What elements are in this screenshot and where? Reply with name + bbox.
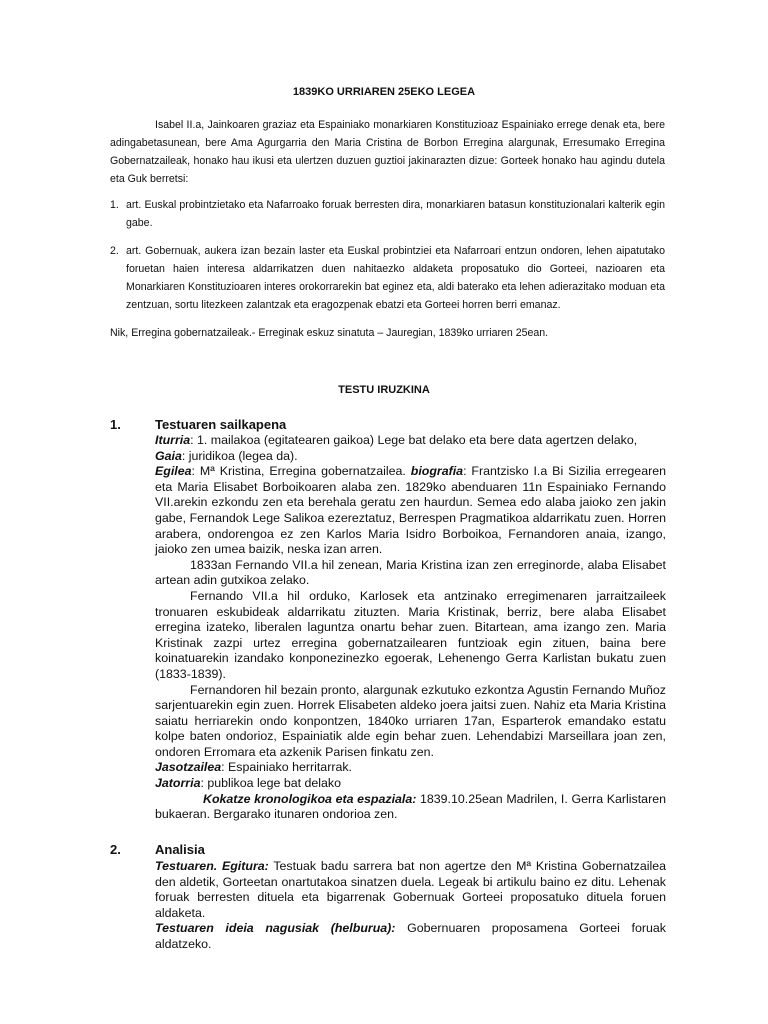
biografia-text: : Frantzisko I.a Bi Sizilia erregearen eta Maria Elisabet Borboikoaren alaba zen. 1829ko abenduaren 11n Espainiako Fernando VII.arekin ezkondu zen eta berehala geratu zen haurdun. Semea edo alaba jaioko zen jakin gabe, Fernandok Lege Salikoa ezereztatuz, Berrespen Pragmatikoa aldarrikatu zuen. Horren arabera, ondorengoa ez zen Karlos Maria Isidro Borboikoa, Fernandoren anaia, izango, jaioko zen umea baizik, neska izan arren.	[155, 464, 666, 557]
ideia-label: Testuaren ideia nagusiak (helburua):	[155, 921, 396, 936]
law-intro: Isabel II.a, Jainkoaren graziaz eta Espainiako monarkiaren Konstituzioaz Espainiako errege denak eta, bere adingabetasunean, bere Ama Agurgarria den Maria Cristina de Borbon Erregina alargunak, Erresumako Erregina Gobernatzaileak, honako hau ikusi eta ulertzen duzuen guztioi jakinarazten dizue: Gorteek honako hau agindu dutela eta Guk berretsi:	[110, 119, 665, 185]
article-2	[110, 242, 665, 314]
article-1-number: 1.	[110, 199, 119, 211]
egitura-label: Testuaren. Egitura:	[155, 859, 269, 873]
iturria-line	[155, 433, 666, 449]
article-1-text: art. Euskal probintzietako eta Nafarroako foruak berresten dira, monarkiaren batasun konstituzionalari kalterik egin gabe.	[126, 199, 665, 229]
commentary-title: TESTU IRUZKINA	[338, 384, 430, 396]
jasotzailea-text: : Espainiako herritarrak.	[221, 760, 352, 775]
ideia-text: Gobernuaren proposamena Gorteei foruak aldatzeko.	[155, 921, 666, 951]
jatorria-label: Jatorria	[155, 776, 201, 791]
jasotzailea-label: Jasotzailea	[155, 760, 222, 775]
paragraph-2: 1833an Fernando VII.a hil zenean, Maria Kristina izan zen erreginorde, alaba Elisabet artean adin gutxikoa zelako.	[155, 557, 666, 588]
egilea-label: Egilea	[155, 464, 192, 479]
section-1-number: 1.	[110, 417, 121, 432]
section-2-heading: Analisia	[155, 842, 205, 857]
ideia-line	[155, 921, 666, 952]
jatorria-line	[155, 776, 666, 792]
gaia-line	[155, 449, 666, 465]
jasotzailea-line	[155, 760, 666, 776]
section-2-number: 2.	[110, 842, 121, 857]
egilea-text: : Mª Kristina, Erregina gobernatzailea.	[191, 464, 411, 479]
jatorria-text: : publikoa lege bat delako	[200, 776, 342, 791]
biografia-label: biografia	[410, 464, 464, 479]
article-2-text: art. Gobernuak, aukera izan bezain laster eta Euskal probintziei eta Nafarroari entzun ondoren, lehen aipatutako foruetan haien interesa aldarrikatzen duen nahitaezko aldaketa proposatuko dio Gorteei, nazioaren eta Monarkiaren Konstituzioaren interes orokorrarekin bat eginez eta, aldi baterako eta lehen adierazitako moduan eta zentzuan, sortu litezkeen zalantzak eta eragozpenak ebatzi eta Gorteei horren berri emanaz.	[126, 245, 665, 311]
law-signature: Nik, Erregina gobernatzaileak.- Erreginak eskuz sinatuta – Jauregian, 1839ko urriaren 25ean.	[110, 327, 549, 339]
section-1-heading: Testuaren sailkapena	[155, 417, 287, 432]
kokatze-paragraph	[155, 792, 666, 823]
iturria-text: : 1. mailakoa (egitatearen gaikoa) Lege bat delako eta bere data agertzen delako,	[190, 433, 638, 447]
gaia-text: : juridikoa (legea da).	[181, 448, 298, 463]
iturria-label: Iturria	[155, 433, 191, 447]
law-title: 1839KO URRIAREN 25EKO LEGEA	[292, 86, 476, 98]
paragraph-4: Fernandoren hil bezain pronto, alargunak ezkutuko ezkontza Agustin Fernando Muñoz sarjentuarekin egin zuen. Horrek Elisabeten aldeko joera jaitsi zuen. Nahiz eta Maria Kristina saiatu herriarekin ondo konpontzen, 1840ko urriaren 17an, Esparterok emandako estatu kolpe baten ondorioz, Espainiatik alde egin behar zuen. Lehendabizi Marseillara joan zen, ondoren Erromara eta azkenik Parisen finkatu zen.	[155, 682, 666, 759]
paragraph-3: Fernando VII.a hil orduko, Karlosek eta antzinako erregimenaren jarraitzaileek tronuaren eskubideak aldarrikatu zituzten. Maria Kristinak, berriz, bere alaba Elisabet erregina izateko, liberalen laguntza onartu behar zuen. Bitartean, ama izango zen. Maria Kristinak zazpi urtez erregina gobernatzailearen funtzioak egin zituen, baina bere koinatuarekin izandako konponezinezko egoerak, Lehenengo Gerra Karlistan bukatu zuen (1833-1839).	[155, 588, 666, 681]
egitura-text: Testuak badu sarrera bat non agertze den Mª Kristina Gobernatzailea den aldetik, Gorteetan onartutakoa sinatzen duela. Legeak bi artikulu baino ez ditu. Lehenak foruak berresten dituela eta bigarrenak Gobernuak Gorteei proposatuko dituela foruen aldaketa.	[155, 859, 666, 920]
kokatze-label: Kokatze kronologikoa eta espaziala:	[203, 791, 417, 806]
section-1-body	[155, 433, 666, 823]
article-1	[110, 196, 665, 232]
egilea-paragraph	[155, 464, 666, 558]
egitura-paragraph	[155, 859, 666, 921]
kokatze-text: 1839.10.25ean Madrilen, I. Gerra Karlistaren bukaeran. Bergarako itunaren ondorioa zen.	[155, 791, 666, 822]
section-2-body	[155, 859, 666, 953]
gaia-label: Gaia	[155, 448, 182, 463]
article-2-number: 2.	[110, 245, 119, 257]
